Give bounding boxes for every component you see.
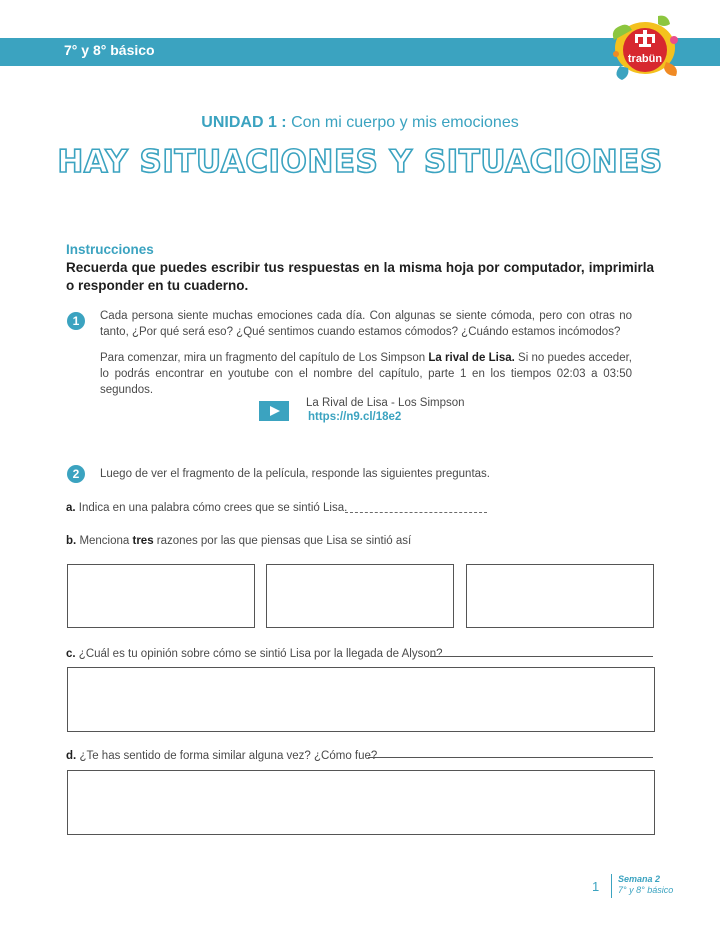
step-2-text: Luego de ver el fragmento de la película, responde las siguientes preguntas. <box>100 468 490 480</box>
answer-c-box[interactable] <box>67 667 655 732</box>
page-title: HAY SITUACIONES Y SITUACIONES <box>57 144 663 180</box>
footer-divider <box>611 874 612 898</box>
video-link[interactable]: https://n9.cl/18e2 <box>308 411 402 423</box>
question-b-rest: razones por las que piensas que Lisa se sintió así <box>153 535 412 547</box>
question-d <box>66 750 377 762</box>
unit-heading <box>0 114 720 132</box>
trabun-logo <box>606 10 684 88</box>
question-c-text: ¿Cuál es tu opinión sobre cómo se sintió Lisa por la llegada de Alyson? <box>78 648 443 660</box>
play-button[interactable] <box>259 401 289 421</box>
question-a-text: Indica en una palabra cómo crees que se sintió Lisa. <box>78 502 348 514</box>
question-b-emphasis: tres <box>132 535 154 547</box>
grade-label: 7° y 8° básico <box>64 42 155 58</box>
video-paragraph-rest: Si no puedes acceder, lo podrás encontrar en youtube con el nombre del capítulo, parte 1 en los tiempos 02:03 a 03:50 segundos. <box>100 352 632 396</box>
question-a-letter: a. <box>66 502 76 514</box>
episode-name: La rival de Lisa. <box>428 352 515 364</box>
unit-label: UNIDAD 1 : <box>201 114 287 131</box>
answer-d-box[interactable] <box>67 770 655 835</box>
question-a <box>66 502 347 514</box>
answer-c-rule <box>430 656 653 657</box>
answer-a-line[interactable] <box>345 512 487 513</box>
question-c-letter: c. <box>66 648 76 660</box>
footer-grade: 7° y 8° básico <box>618 885 674 895</box>
question-d-text: ¿Te has sentido de forma similar alguna vez? ¿Cómo fue? <box>79 750 378 762</box>
answer-b-box-1[interactable] <box>67 564 255 628</box>
video-title: La Rival de Lisa - Los Simpson <box>306 397 465 409</box>
instructions-heading: Instrucciones <box>66 242 154 257</box>
logo-splash <box>613 16 678 80</box>
footer-week: Semana 2 <box>618 874 661 884</box>
question-b <box>66 535 411 547</box>
logo-text: trabün <box>627 53 663 65</box>
play-icon <box>270 406 280 416</box>
step-1-paragraph: Cada persona siente muchas emociones cada día. Con algunas se siente cómoda, pero con otras no tanto, ¿Por qué será eso? ¿Qué sentimos cuando estamos cómodos? ¿Cuándo estamos incómodos? <box>100 310 632 338</box>
step-1-video-paragraph <box>100 350 632 398</box>
step-1-number: 1 <box>67 312 85 330</box>
question-c <box>66 648 443 660</box>
instructions-text: Recuerda que puedes escribir tus respuestas en la misma hoja por computador, imprimirla o responder en tu cuaderno. <box>66 260 654 293</box>
answer-b-box-2[interactable] <box>266 564 454 628</box>
answer-d-rule <box>368 757 653 758</box>
answer-b-box-3[interactable] <box>466 564 654 628</box>
video-paragraph-intro: Para comenzar, mira un fragmento del capítulo de Los Simpson <box>100 352 429 364</box>
question-b-letter: b. <box>66 535 77 547</box>
question-b-intro: Menciona <box>79 535 133 547</box>
question-d-letter: d. <box>66 750 77 762</box>
step-2-number: 2 <box>67 465 85 483</box>
page-number: 1 <box>592 879 600 894</box>
unit-name: Con mi cuerpo y mis emociones <box>291 114 519 131</box>
